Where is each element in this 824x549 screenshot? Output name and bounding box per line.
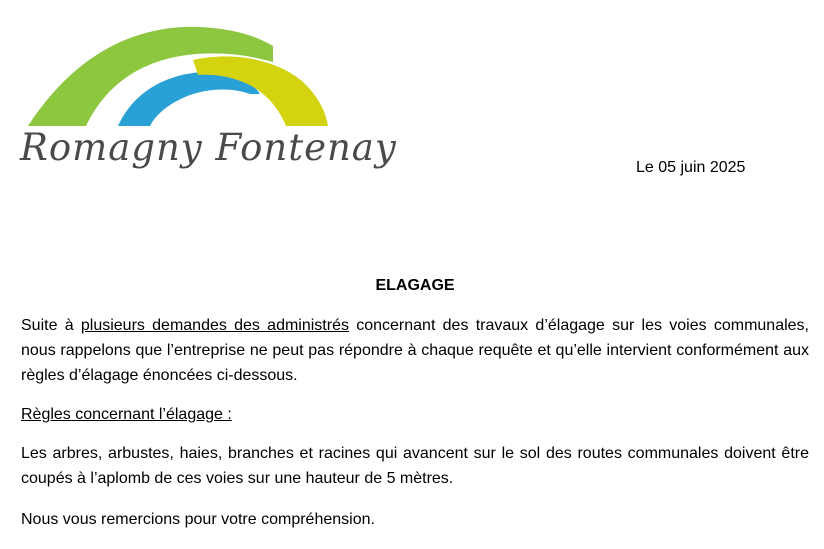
intro-suffix: concernant des travaux d’élagage sur les voies communales, nous rappelons que l’entreprise ne peut pas répondre à chaque requête et qu’elle intervient conformément aux règles d’élagage énoncées ci-dessous. <box>21 317 809 384</box>
document-title: ELAGAGE <box>375 277 455 294</box>
letter-date: Le 05 juin 2025 <box>636 159 746 176</box>
logo-text: Romagny Fontenay <box>20 126 397 169</box>
intro-prefix: Suite à <box>21 317 81 334</box>
town-logo <box>18 22 397 182</box>
intro-paragraph <box>21 313 809 388</box>
arches-logo-icon <box>18 22 338 132</box>
closing-paragraph: Nous vous remercions pour votre compréhension. <box>21 511 375 528</box>
rules-paragraph: Les arbres, arbustes, haies, branches et racines qui avancent sur le sol des routes communales doivent être coupés à l’aplomb de ces voies sur une hauteur de 5 mètres. <box>21 445 809 487</box>
intro-underlined: plusieurs demandes des administrés <box>80 317 349 334</box>
rules-heading: Règles concernant l’élagage : <box>21 406 232 423</box>
